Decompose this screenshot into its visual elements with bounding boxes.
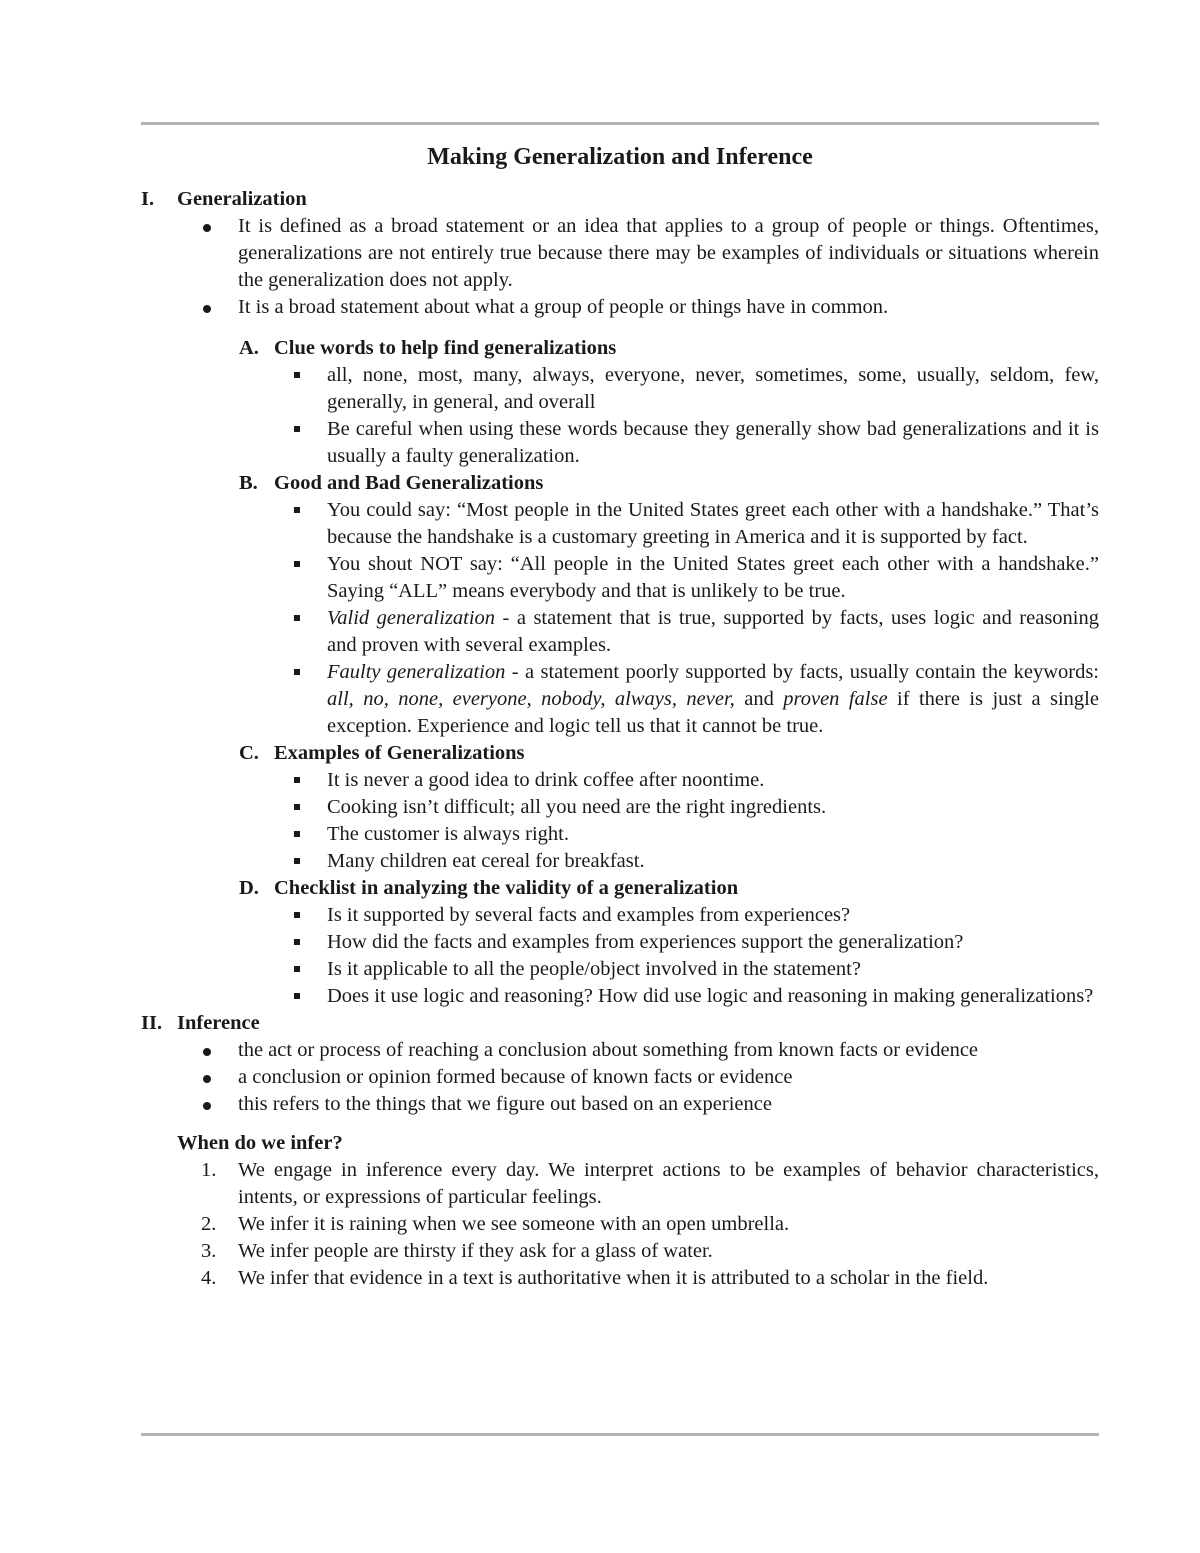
square-bullet-icon	[294, 615, 300, 621]
item-number: 4.	[201, 1267, 217, 1289]
square-bullet-icon	[294, 912, 300, 918]
bullet-text: It is defined as a broad statement or an idea that applies to a group of people or things. Oftentimes, generalizations are not entirely true because there may be examples of individuals or situations wherein the generalization does not apply.	[238, 215, 1099, 291]
square-bullet-icon	[294, 669, 300, 675]
list-item	[141, 551, 1099, 605]
square-bullet-icon	[294, 561, 300, 567]
square-bullet-icon	[294, 939, 300, 945]
subsection-heading-checklist	[141, 875, 1099, 902]
square-bullet-icon	[294, 858, 300, 864]
list-item	[141, 821, 1099, 848]
bullet-icon	[203, 1048, 211, 1056]
section-title: Inference	[177, 1012, 260, 1034]
bullet-item	[141, 1037, 1099, 1064]
section-number: II.	[141, 1012, 163, 1034]
list-item	[141, 794, 1099, 821]
square-bullet-icon	[294, 804, 300, 810]
proven-false-text: proven false	[783, 688, 888, 710]
numbered-item-text: We infer that evidence in a text is authoritative when it is attributed to a scholar in the field.	[238, 1267, 989, 1289]
list-item-text: The customer is always right.	[327, 823, 569, 845]
square-bullet-icon	[294, 372, 300, 378]
subsection-title: Checklist in analyzing the validity of a generalization	[274, 877, 739, 899]
top-divider	[141, 122, 1099, 125]
list-item-text: Be careful when using these words because they generally show bad generalizations and it is usually a faulty generalization.	[327, 418, 1099, 467]
when-do-we-infer-heading: When do we infer?	[177, 1132, 343, 1154]
subsection-letter: B.	[239, 472, 258, 494]
item-number: 1.	[201, 1159, 217, 1181]
item-number: 3.	[201, 1240, 217, 1262]
subsection-letter: C.	[239, 742, 259, 764]
section-title: Generalization	[177, 188, 307, 210]
bullet-text: a conclusion or opinion formed because of known facts or evidence	[238, 1066, 793, 1088]
definition-text: - a statement that is true, supported by facts, uses logic and reasoning and proven with several examples.	[327, 607, 1099, 656]
square-bullet-icon	[294, 507, 300, 513]
bullet-icon	[203, 224, 211, 232]
square-bullet-icon	[294, 426, 300, 432]
numbered-item	[141, 1157, 1099, 1211]
keywords-text: all, no, none, everyone, nobody, always, never,	[327, 688, 735, 710]
list-item-valid-generalization	[141, 605, 1099, 659]
list-item-text: You could say: “Most people in the United States greet each other with a handshake.” That’s because the handshake is a customary greeting in America and it is supported by fact.	[327, 499, 1099, 548]
list-item-text: Is it applicable to all the people/object involved in the statement?	[327, 958, 861, 980]
bullet-icon	[203, 305, 211, 313]
list-item-faulty-generalization	[141, 659, 1099, 740]
square-bullet-icon	[294, 993, 300, 999]
bullet-item	[141, 213, 1099, 294]
list-item	[141, 956, 1099, 983]
section-heading-inference	[141, 1010, 1099, 1037]
square-bullet-icon	[294, 777, 300, 783]
bullet-item	[141, 1064, 1099, 1091]
numbered-item-text: We infer it is raining when we see someone with an open umbrella.	[238, 1213, 790, 1235]
subsection-heading-clue-words	[141, 335, 1099, 362]
bullet-text: the act or process of reaching a conclusion about something from known facts or evidence	[238, 1039, 979, 1061]
subsection-title: Examples of Generalizations	[274, 742, 525, 764]
bullet-icon	[203, 1075, 211, 1083]
numbered-item	[141, 1211, 1099, 1238]
list-item	[141, 848, 1099, 875]
term-faulty-generalization: Faulty generalization	[327, 661, 506, 683]
bullet-text: It is a broad statement about what a group of people or things have in common.	[238, 296, 889, 318]
list-item	[141, 767, 1099, 794]
item-number: 2.	[201, 1213, 217, 1235]
bottom-divider	[141, 1433, 1099, 1436]
section-heading-generalization	[141, 186, 1099, 213]
square-bullet-icon	[294, 966, 300, 972]
list-item-text: You shout NOT say: “All people in the United States greet each other with a handshake.” Saying “ALL” means everybody and that is unlikely to be true.	[327, 553, 1099, 602]
numbered-item	[141, 1238, 1099, 1265]
section-number: I.	[141, 188, 155, 210]
document-body	[141, 186, 1099, 1292]
connector-text: and	[734, 688, 784, 710]
numbered-item-text: We infer people are thirsty if they ask for a glass of water.	[238, 1240, 713, 1262]
subsection-heading-examples	[141, 740, 1099, 767]
list-item	[141, 983, 1099, 1010]
subsection-title: Good and Bad Generalizations	[274, 472, 544, 494]
term-valid-generalization: Valid generalization	[327, 607, 496, 629]
list-item	[141, 497, 1099, 551]
bullet-text: this refers to the things that we figure out based on an experience	[238, 1093, 772, 1115]
subsection-letter: D.	[239, 877, 259, 899]
definition-text: if there is just a single exception. Experience and logic tell us that it cannot be true.	[327, 688, 1099, 737]
list-item	[141, 416, 1099, 470]
numbered-item	[141, 1265, 1099, 1292]
bullet-item	[141, 1091, 1099, 1118]
list-item-text: Is it supported by several facts and examples from experiences?	[327, 904, 851, 926]
page-title: Making Generalization and Inference	[427, 144, 813, 170]
list-item	[141, 362, 1099, 416]
bullet-icon	[203, 1102, 211, 1110]
subsection-title: Clue words to help find generalizations	[274, 337, 617, 359]
definition-text: - a statement poorly supported by facts, usually contain the keywords:	[505, 661, 1099, 683]
subsection-letter: A.	[239, 337, 259, 359]
square-bullet-icon	[294, 831, 300, 837]
list-item-text: Does it use logic and reasoning? How did use logic and reasoning in making generalizations?	[327, 985, 1094, 1007]
bullet-item	[141, 294, 1099, 321]
numbered-item-text: We engage in inference every day. We interpret actions to be examples of behavior characteristics, intents, or expressions of particular feelings.	[238, 1159, 1099, 1208]
list-item	[141, 929, 1099, 956]
subsection-heading-good-bad	[141, 470, 1099, 497]
list-item	[141, 902, 1099, 929]
list-item-text: Cooking isn’t difficult; all you need are the right ingredients.	[327, 796, 827, 818]
list-item-text: all, none, most, many, always, everyone, never, sometimes, some, usually, seldom, few, generally, in general, and overall	[327, 364, 1099, 413]
list-item-text: How did the facts and examples from experiences support the generalization?	[327, 931, 964, 953]
list-item-text: It is never a good idea to drink coffee after noontime.	[327, 769, 765, 791]
list-item-text: Many children eat cereal for breakfast.	[327, 850, 645, 872]
